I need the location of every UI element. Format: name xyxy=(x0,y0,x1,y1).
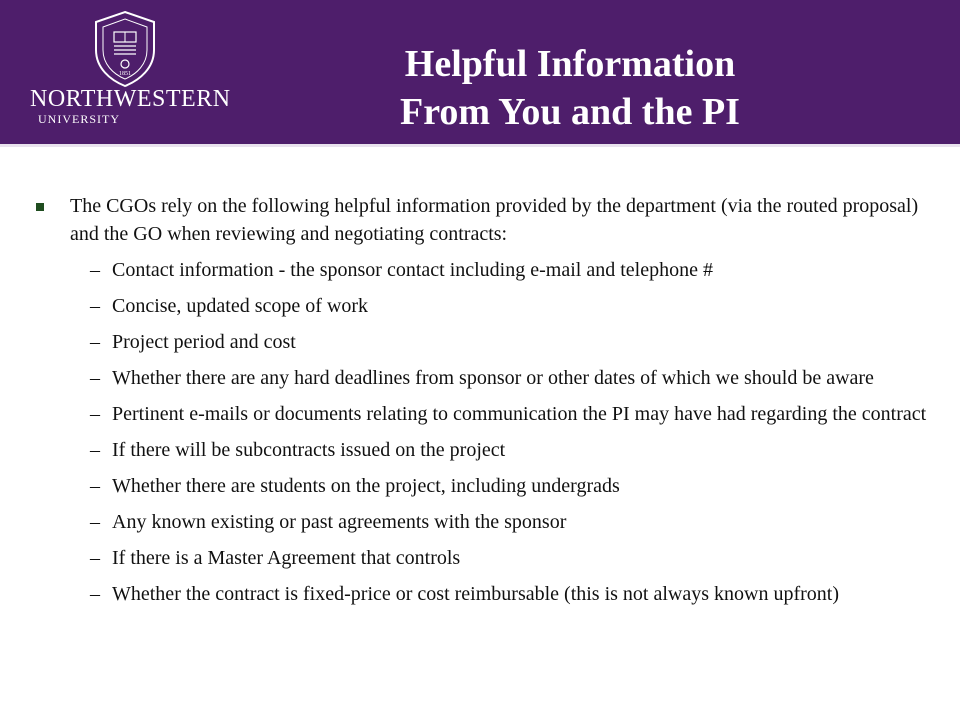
dash-marker: – xyxy=(90,403,100,425)
dash-marker: – xyxy=(90,475,100,497)
list-item xyxy=(32,292,932,320)
dash-marker: – xyxy=(90,511,100,533)
slide-title xyxy=(230,40,910,136)
header-divider xyxy=(0,144,960,147)
list-item-text: Pertinent e-mails or documents relating to communication the PI may have had regarding the contract xyxy=(112,403,927,425)
northwestern-logo xyxy=(30,10,231,130)
list-item xyxy=(32,256,932,284)
list-item xyxy=(32,364,932,392)
logo-wordmark-text: NORTHWESTERN xyxy=(30,86,231,112)
list-item xyxy=(32,328,932,356)
list-item xyxy=(32,580,932,608)
logo-subtitle: UNIVERSITY xyxy=(38,112,120,126)
square-bullet-icon xyxy=(36,203,44,211)
title-line-2: From You and the PI xyxy=(400,91,740,133)
dash-marker: – xyxy=(90,295,100,317)
dash-marker: – xyxy=(90,583,100,605)
svg-text:1851: 1851 xyxy=(119,71,131,77)
list-item-text: Whether the contract is fixed-price or cost reimbursable (this is not always known upfront) xyxy=(112,583,840,605)
main-bullet-text: The CGOs rely on the following helpful information provided by the department (via the routed proposal) and the GO when reviewing and negotiating contracts: xyxy=(70,195,919,245)
list-item-text: If there is a Master Agreement that controls xyxy=(112,547,461,569)
dash-marker: – xyxy=(90,259,100,281)
sub-bullet-list xyxy=(32,256,932,608)
main-bullet xyxy=(32,192,932,248)
list-item-text: Contact information - the sponsor contact including e-mail and telephone # xyxy=(112,259,713,281)
list-item-text: Any known existing or past agreements with the sponsor xyxy=(112,511,567,533)
slide-header xyxy=(0,0,960,144)
dash-marker: – xyxy=(90,547,100,569)
logo-wordmark xyxy=(30,86,231,126)
list-item-text: Whether there are students on the project, including undergrads xyxy=(112,475,620,497)
dash-marker: – xyxy=(90,367,100,389)
list-item xyxy=(32,508,932,536)
list-item-text: Whether there are any hard deadlines from sponsor or other dates of which we should be aware xyxy=(112,367,874,389)
list-item xyxy=(32,400,932,428)
title-line-1: Helpful Information xyxy=(404,43,736,85)
university-seal-icon xyxy=(92,10,158,88)
list-item xyxy=(32,436,932,464)
slide-body xyxy=(32,192,932,608)
dash-marker: – xyxy=(90,439,100,461)
dash-marker: – xyxy=(90,331,100,353)
list-item xyxy=(32,544,932,572)
list-item-text: Concise, updated scope of work xyxy=(112,295,369,317)
list-item xyxy=(32,472,932,500)
list-item-text: Project period and cost xyxy=(112,331,296,353)
list-item-text: If there will be subcontracts issued on the project xyxy=(112,439,506,461)
